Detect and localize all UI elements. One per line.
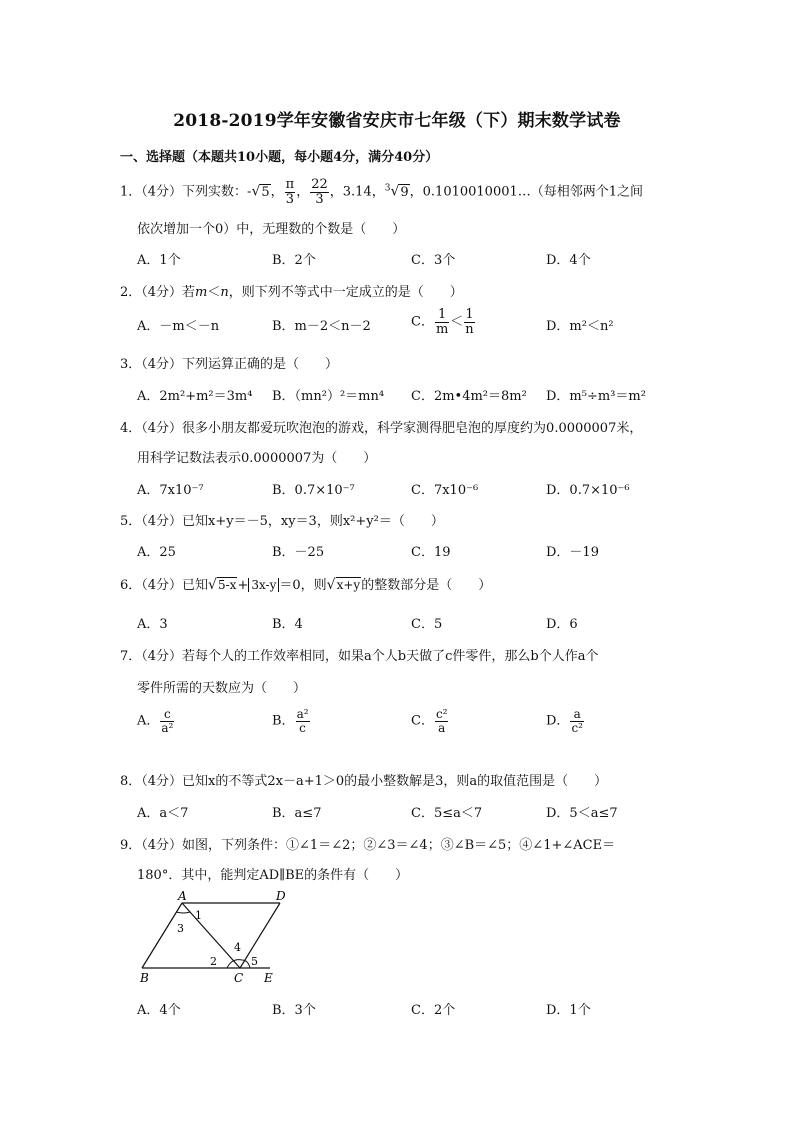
q2-c-den: m xyxy=(435,321,449,337)
label-angle-5: 5 xyxy=(251,955,258,968)
label-e: E xyxy=(264,971,273,985)
q6-tail: 的整数部分是（ ） xyxy=(361,578,492,593)
q3-option-c: C．2m•4m²＝8m² xyxy=(411,389,527,404)
q9-option-c: C．2个 xyxy=(411,1003,456,1018)
q7-option-d xyxy=(546,708,585,734)
q2-option-c xyxy=(411,308,476,336)
question-1-stem: 1．（4分）下列实数：-√5， $\frac{\pi}{3}$ ， $\frac{22}{3}$ ，3.14，$^3$√9，0.1010010001…（每相邻两个1之间 xyxy=(120,177,644,207)
label-d: D xyxy=(276,889,286,903)
q1-option-b: B．2个 xyxy=(272,253,316,268)
q7-option-a xyxy=(137,708,175,734)
q1-fraction-22 xyxy=(310,178,329,206)
q6-radicand-1: 5-x xyxy=(217,578,237,592)
q1-option-d: D．4个 xyxy=(546,253,591,268)
q8-option-b: B．a≤7 xyxy=(272,806,322,821)
question-4-stem: 4．（4分）很多小朋友都爱玩吹泡泡的游戏，科学家测得肥皂泡的厚度约为0.0000007米， xyxy=(120,421,643,436)
q5-option-d: D．－19 xyxy=(546,545,599,560)
q6-prefix: 6．（4分）已知 xyxy=(120,578,209,593)
q1-sqrt-arg: 5 xyxy=(261,184,270,200)
q8-option-d: D．5＜a≤7 xyxy=(546,806,618,821)
q2-option-b: B．m－2＜n－2 xyxy=(272,319,371,334)
q7-a-label: A． xyxy=(137,713,160,729)
q1-cbrt-index: 3 xyxy=(384,183,391,194)
q4-option-d: D．0.7×10⁻⁶ xyxy=(546,483,630,498)
q1-tail: ，0.1010010001…（每相邻两个1之间 xyxy=(409,184,644,200)
radical-sign: √ xyxy=(251,183,261,200)
q7-b-den: c xyxy=(299,720,306,735)
q7-d-den: c² xyxy=(571,720,583,735)
q1-option-c: C．3个 xyxy=(411,253,456,268)
q7-c-frac xyxy=(435,708,449,734)
question-3-stem: 3．（4分）下列运算正确的是（ ） xyxy=(120,357,339,372)
q4-option-c: C．7x10⁻⁶ xyxy=(411,483,479,498)
q2-var-n: n xyxy=(220,285,229,300)
radical-sign: √ xyxy=(208,577,217,593)
q7-c-den: a xyxy=(438,720,446,735)
q4-option-b: B．0.7×10⁻⁷ xyxy=(272,483,355,498)
q7-option-c xyxy=(411,708,449,734)
q7-a-num: c xyxy=(160,708,174,722)
q1-value: ，3.14， xyxy=(329,184,385,200)
q7-b-label: B． xyxy=(272,713,295,729)
question-7-cont: 零件所需的天数应为（ ） xyxy=(137,681,307,696)
q2-c-lt: ＜ xyxy=(450,314,464,330)
q2-option-d: D．m²＜n² xyxy=(546,319,614,334)
q7-d-label: D． xyxy=(546,713,570,729)
question-9-stem: 9．（4分）如图，下列条件：①∠1＝∠2；②∠3＝∠4；③∠B＝∠5；④∠1+∠ACE＝ xyxy=(120,838,616,853)
q7-c-num: c² xyxy=(435,707,448,721)
q9-option-b: B．3个 xyxy=(272,1003,316,1018)
q6-option-a: A．3 xyxy=(137,617,168,632)
page-title: 2018-2019学年安徽省安庆市七年级（下）期末数学试卷 xyxy=(173,111,621,131)
q7-c-label: C． xyxy=(411,713,434,729)
q8-option-a: A．a＜7 xyxy=(137,806,189,821)
q5-option-a: A．25 xyxy=(137,545,176,560)
q7-b-frac xyxy=(296,708,310,734)
q1-cbrt-arg: 9 xyxy=(400,184,409,200)
q4-option-a: A．7x10⁻⁷ xyxy=(137,483,204,498)
question-6-stem xyxy=(120,574,491,593)
q2-c-prefix: C． xyxy=(411,314,434,330)
q5-option-b: B．－25 xyxy=(272,545,325,560)
q1-fraction-pi xyxy=(285,178,296,206)
radical-sign: √ xyxy=(390,183,400,200)
q2-frac-1n xyxy=(464,308,474,336)
q3-option-d: D．m⁵÷m³＝m² xyxy=(546,389,646,404)
q1-den2: 3 xyxy=(315,191,324,207)
q1-prefix: 1．（4分）下列实数：- xyxy=(120,184,252,200)
q6-plus: + xyxy=(237,578,249,593)
q2-stem-b: ，则下列不等式中一定成立的是（ ） xyxy=(228,285,463,300)
radical-sign: √ xyxy=(326,577,336,593)
section-heading: 一、选择题（本题共10小题，每小题4分，满分40分） xyxy=(120,150,439,165)
label-angle-4: 4 xyxy=(234,941,241,954)
question-8-stem: 8．（4分）已知x的不等式2x－a+1＞0的最小整数解是3，则a的取值范围是（ ） xyxy=(120,774,608,789)
q1-pi: π xyxy=(285,177,295,192)
q3-option-b: B．（mn²）²＝mn⁴ xyxy=(272,389,385,404)
q2-var-m: m xyxy=(195,285,208,300)
angle-arc-a xyxy=(176,912,190,913)
q2-option-a: A．－m＜－n xyxy=(137,319,220,334)
q2-c-num: 1 xyxy=(435,308,449,323)
q7-d-num: a xyxy=(570,708,584,722)
q7-a-den: a² xyxy=(161,720,174,735)
q6-mid: ＝0，则 xyxy=(279,578,327,593)
question-9-cont: 180°．其中，能判定AD∥BE的条件有（ ） xyxy=(137,868,409,883)
q3-option-a: A．2m²+m²＝3m⁴ xyxy=(137,389,253,404)
q6-radicand-2: x+y xyxy=(336,578,361,592)
q5-option-c: C．19 xyxy=(411,545,451,560)
q2-stem-a: 2．（4分）若 xyxy=(120,285,196,300)
q6-option-c: C．5 xyxy=(411,617,443,632)
question-7-stem: 7．（4分）若每个人的工作效率相同，如果a个人b天做了c件零件，那么b个人作a个 xyxy=(120,649,599,664)
q1-den: 3 xyxy=(285,191,295,207)
geometry-figure xyxy=(132,888,292,988)
q9-option-d: D．1个 xyxy=(546,1003,591,1018)
segment-ab xyxy=(142,903,182,968)
q7-option-b xyxy=(272,708,311,734)
label-angle-1: 1 xyxy=(195,909,202,922)
q1-num22: 22 xyxy=(311,177,328,192)
q8-option-c: C．5≤a＜7 xyxy=(411,806,483,821)
q6-absolute-value: 3x-y xyxy=(248,578,279,592)
question-2-stem xyxy=(120,281,463,300)
q7-a-frac xyxy=(160,708,174,734)
label-angle-3: 3 xyxy=(177,922,184,935)
q7-d-frac xyxy=(570,708,584,734)
q6-option-b: B．4 xyxy=(272,617,303,632)
question-4-cont: 用科学记数法表示0.0000007为（ ） xyxy=(137,451,377,466)
q1-option-a: A．1个 xyxy=(137,253,181,268)
q9-option-a: A．4个 xyxy=(137,1003,181,1018)
q2-c-den2: n xyxy=(465,321,474,337)
q7-b-num: a² xyxy=(296,707,309,721)
label-angle-2: 2 xyxy=(210,955,217,968)
question-5-stem: 5．（4分）已知x+y＝－5，xy＝3，则x²+y²＝（ ） xyxy=(120,514,444,529)
label-b: B xyxy=(140,971,149,985)
question-1-cont: 依次增加一个0）中，无理数的个数是（ ） xyxy=(137,222,406,237)
q2-c-num2: 1 xyxy=(465,307,474,322)
label-a: A xyxy=(178,889,187,903)
segment-cd xyxy=(240,903,280,968)
q6-option-d: D．6 xyxy=(546,617,578,632)
q2-lt: ＜ xyxy=(207,285,221,300)
q2-frac-1m xyxy=(435,308,449,336)
label-c: C xyxy=(234,971,244,985)
